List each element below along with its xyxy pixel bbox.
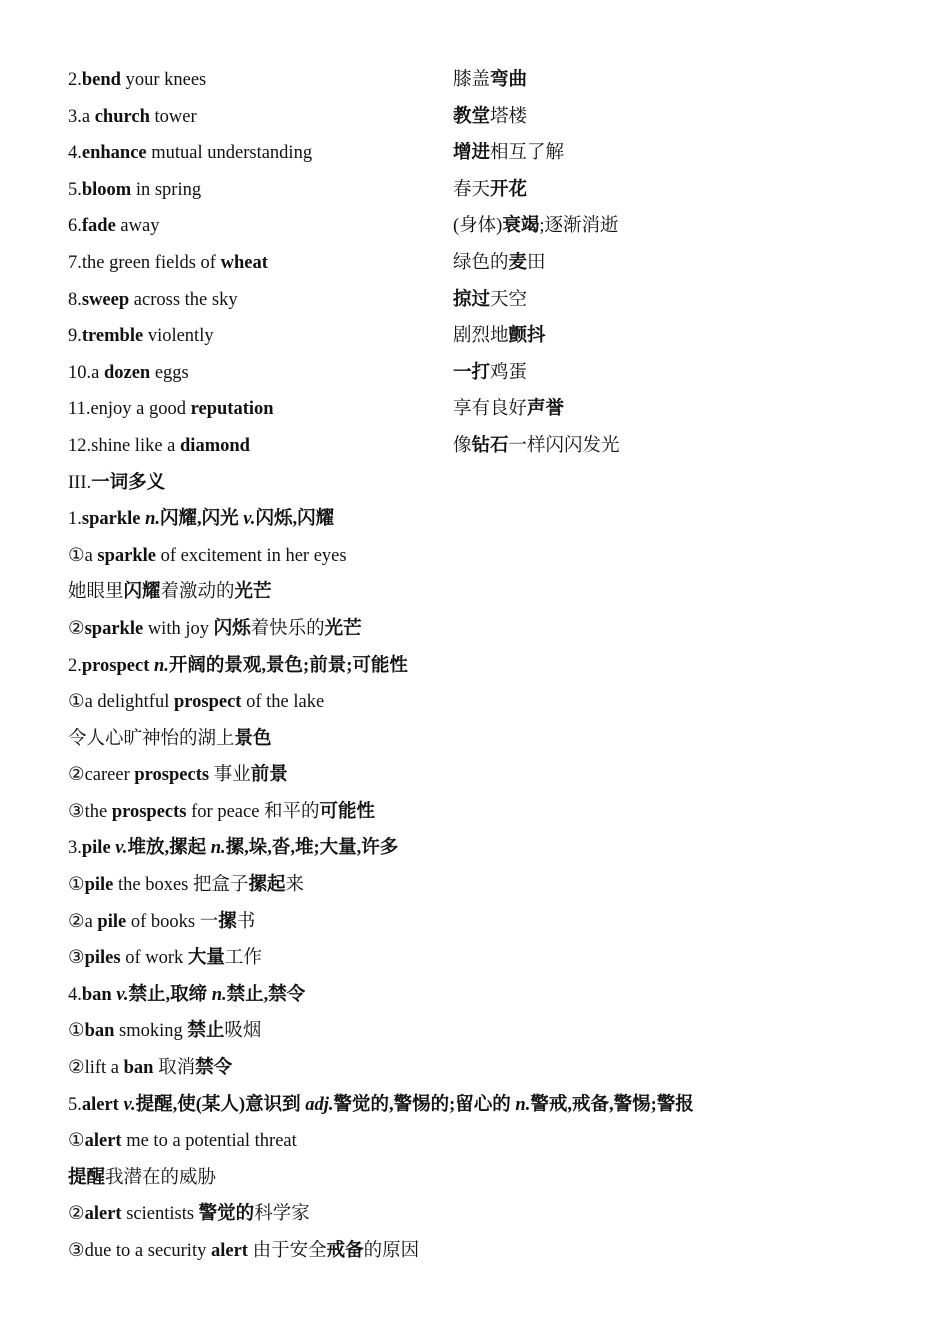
phrase-row <box>68 99 908 136</box>
phrase-chinese <box>453 172 527 209</box>
text-run: of the lake <box>241 692 325 713</box>
text-run: 的原因 <box>363 1241 420 1261</box>
text-run: 取消 <box>153 1058 196 1079</box>
phrase-english <box>68 99 197 136</box>
text-run: tower <box>149 106 197 127</box>
section-line <box>68 1087 908 1124</box>
bold-text: prospect <box>81 655 150 676</box>
phrase-list <box>68 62 908 465</box>
text-run: 11.enjoy a good <box>68 399 191 420</box>
bold-text: 前景 <box>250 765 288 786</box>
bold-text: sweep <box>81 289 130 310</box>
section-line <box>68 1123 908 1160</box>
phrase-chinese <box>453 99 527 136</box>
text-run: ①a delightful <box>68 692 174 713</box>
text-run: ① <box>68 1131 85 1152</box>
section-line <box>68 1013 908 1050</box>
text-run: 7.the green fields of <box>68 252 221 273</box>
text-run: ②career <box>68 765 135 786</box>
phrase-row <box>68 318 908 355</box>
text-run: ①a <box>68 545 98 566</box>
section-heading <box>68 465 908 502</box>
section-line <box>68 757 908 794</box>
section-line <box>68 940 908 977</box>
text-run: mutual understanding <box>146 143 313 164</box>
document-page <box>68 62 908 1270</box>
text-run: your knees <box>120 70 207 90</box>
phrase-row <box>68 135 908 172</box>
bold-text: prospects <box>134 765 210 786</box>
bold-text: 警觉的,警惕的;留心的 <box>333 1094 516 1115</box>
phrase-chinese <box>453 208 618 245</box>
phrase-chinese <box>453 62 527 99</box>
part-of-speech: adj. <box>305 1094 334 1115</box>
phrase-chinese <box>453 391 564 428</box>
text-run: 着快乐的 <box>250 618 325 639</box>
bold-text: 摞,垛,沓,堆;大量,许多 <box>225 838 399 859</box>
bold-text: 光芒 <box>324 618 362 639</box>
bold-text: 开花 <box>490 179 528 200</box>
text-run: 科学家 <box>254 1204 310 1225</box>
text-run: 10.a <box>68 362 104 383</box>
bold-text: 颤抖 <box>508 326 546 347</box>
section-line <box>68 501 908 538</box>
bold-text: 钻石 <box>471 435 509 456</box>
bold-text: 可能性 <box>319 801 376 822</box>
part-of-speech: v. <box>116 984 129 1005</box>
text-run: 天空 <box>490 289 528 310</box>
bold-text: pile <box>97 911 127 932</box>
phrase-row <box>68 355 908 392</box>
bold-text: 禁止 <box>187 1021 225 1042</box>
section-line <box>68 830 908 867</box>
text-run: 膝盖 <box>453 70 491 90</box>
text-run: 来 <box>285 875 305 896</box>
bold-text: wheat <box>220 252 268 273</box>
text-run: (身体) <box>453 216 503 237</box>
text-run: 事业 <box>209 765 251 786</box>
bold-text: alert <box>81 1094 119 1115</box>
bold-text: 警觉的 <box>198 1204 255 1225</box>
text-run: 令人心旷神怡的湖上 <box>68 728 235 749</box>
section-line <box>68 574 908 611</box>
text-run: ① <box>68 1021 85 1042</box>
phrase-row <box>68 208 908 245</box>
part-of-speech: n. <box>515 1094 531 1115</box>
text-run: me to a potential threat <box>121 1131 297 1152</box>
phrase-chinese <box>453 428 620 465</box>
section-line <box>68 1050 908 1087</box>
bold-text: prospect <box>173 692 242 713</box>
text-run: violently <box>143 326 214 347</box>
text-run: 工作 <box>224 948 262 969</box>
bold-text: 闪耀 <box>123 582 161 603</box>
section-line <box>68 648 908 685</box>
text-run: ②lift a <box>68 1058 124 1079</box>
phrase-row <box>68 391 908 428</box>
bold-text: 禁止,禁令 <box>226 984 306 1005</box>
text-run: for peace 和平的 <box>186 801 320 822</box>
section-line <box>68 867 908 904</box>
bold-text: 闪烁,闪耀 <box>255 509 335 530</box>
phrase-english <box>68 208 159 245</box>
bold-text: 摞 <box>218 911 237 932</box>
text-run: 5. <box>68 1094 82 1115</box>
bold-text: 堆放,摞起 <box>127 838 211 859</box>
phrase-english <box>68 245 268 282</box>
text-run: 鸡蛋 <box>490 362 528 383</box>
bold-text: dozen <box>103 362 151 383</box>
section-line <box>68 684 908 721</box>
text-run: in spring <box>131 179 202 200</box>
bold-text: 教堂 <box>453 106 491 127</box>
text-run: 4. <box>68 984 82 1005</box>
text-run: 3.a <box>68 106 95 127</box>
text-run: ① <box>68 875 85 896</box>
bold-text: sparkle <box>84 618 144 639</box>
text-run: ;逐渐消逝 <box>539 216 619 237</box>
text-run: 1. <box>68 509 82 530</box>
phrase-row <box>68 172 908 209</box>
text-run: scientists <box>121 1204 199 1225</box>
phrase-english <box>68 318 214 355</box>
phrase-row <box>68 282 908 319</box>
bold-text: 闪烁 <box>213 618 251 639</box>
text-run: 8. <box>68 289 82 310</box>
text-run: 像 <box>453 435 472 456</box>
bold-text: 景色 <box>234 728 272 749</box>
bold-text: piles <box>84 948 121 969</box>
text-run: 田 <box>527 252 546 273</box>
section-line <box>68 611 908 648</box>
bold-text: 麦 <box>508 252 528 273</box>
text-run: 春天 <box>453 179 491 200</box>
bold-text: 禁止,取缔 <box>128 984 212 1005</box>
text-run: 6. <box>68 216 82 237</box>
text-run: ② <box>68 1204 85 1225</box>
text-run: 4. <box>68 143 82 164</box>
phrase-english <box>68 391 274 428</box>
phrase-english <box>68 282 238 319</box>
section-line <box>68 721 908 758</box>
polysemy-section <box>68 465 908 1270</box>
text-run: smoking <box>114 1021 188 1042</box>
text-run: 12.shine like a <box>68 435 181 456</box>
part-of-speech: n. <box>145 509 161 530</box>
bold-text: enhance <box>81 143 147 164</box>
text-run: ② <box>68 618 85 639</box>
phrase-chinese <box>453 318 546 355</box>
bold-text: prospects <box>111 801 187 822</box>
part-of-speech: n. <box>210 838 226 859</box>
text-run: 吸烟 <box>224 1021 262 1042</box>
bold-text: bloom <box>81 179 132 200</box>
bold-text: ban <box>84 1021 115 1042</box>
bold-text: 警戒,戒备,警惕;警报 <box>530 1094 694 1115</box>
section-line <box>68 1196 908 1233</box>
section-line <box>68 904 908 941</box>
text-run: 由于安全 <box>247 1241 327 1261</box>
bold-text: sparkle <box>97 545 157 566</box>
text-run: across the sky <box>129 289 238 310</box>
text-run: eggs <box>150 362 189 383</box>
bold-text: 禁令 <box>195 1058 233 1079</box>
section-line <box>68 538 908 575</box>
bold-text: ban <box>123 1058 154 1079</box>
bold-text: 增进 <box>453 143 491 164</box>
section-line <box>68 1160 908 1197</box>
bold-text: 戒备 <box>326 1241 364 1261</box>
bold-text: 摞起 <box>248 875 286 896</box>
text-run: 书 <box>236 911 256 932</box>
text-run: 3. <box>68 838 82 859</box>
bold-text: fade <box>81 216 116 237</box>
phrase-english <box>68 135 312 172</box>
text-run: 一样闪闪发光 <box>508 435 620 456</box>
phrase-row <box>68 428 908 465</box>
text-run: 绿色的 <box>453 252 509 273</box>
bold-text: reputation <box>190 399 274 420</box>
bold-text: alert <box>210 1241 248 1261</box>
bold-text: 光芒 <box>234 582 272 603</box>
text-run: 着激动的 <box>160 582 235 603</box>
bold-text: pile <box>81 838 111 859</box>
phrase-row <box>68 62 908 99</box>
text-run: III. <box>68 472 92 493</box>
bold-text: 衰竭 <box>502 216 540 237</box>
bold-text: pile <box>84 875 114 896</box>
text-run: 9. <box>68 326 82 347</box>
part-of-speech: v. <box>123 1094 136 1115</box>
bold-text: 大量 <box>187 948 225 969</box>
bold-text: sparkle <box>81 509 141 530</box>
text-run: 塔楼 <box>490 106 528 127</box>
bold-text: 弯曲 <box>490 70 528 90</box>
text-run: 2. <box>68 655 82 676</box>
phrase-chinese <box>453 282 527 319</box>
text-run: of excitement in her eyes <box>156 545 347 566</box>
text-run: 5. <box>68 179 82 200</box>
bold-text: 一打 <box>453 362 491 383</box>
bold-text: 提醒 <box>68 1167 106 1188</box>
text-run: 我潜在的威胁 <box>105 1167 217 1188</box>
phrase-row <box>68 245 908 282</box>
bold-text: church <box>94 106 150 127</box>
text-run: ②a <box>68 911 98 932</box>
text-run: 享有良好 <box>453 399 528 420</box>
phrase-chinese <box>453 135 564 172</box>
text-run: 相互了解 <box>490 143 565 164</box>
phrase-english <box>68 172 201 209</box>
phrase-chinese <box>453 245 546 282</box>
bold-text: 掠过 <box>453 289 491 310</box>
text-run: of books 一 <box>126 911 219 932</box>
bold-text: tremble <box>81 326 144 347</box>
bold-text: 一词多义 <box>91 472 166 493</box>
part-of-speech: v. <box>115 838 128 859</box>
bold-text: bend <box>81 70 121 90</box>
text-run: the boxes 把盒子 <box>113 875 249 896</box>
part-of-speech: n. <box>211 984 227 1005</box>
bold-text: 闪耀,闪光 <box>160 509 244 530</box>
part-of-speech: n. <box>154 655 169 676</box>
bold-text: alert <box>84 1204 122 1225</box>
section-line <box>68 794 908 831</box>
text-run: 剧烈地 <box>453 326 509 347</box>
part-of-speech: v. <box>243 509 256 530</box>
section-line <box>68 1233 908 1270</box>
bold-text: 提醒,使(某人)意识到 <box>135 1094 306 1115</box>
text-run: ③due to a security <box>68 1241 211 1261</box>
text-run: away <box>115 216 160 237</box>
text-run: 2. <box>68 70 82 90</box>
bold-text: alert <box>84 1131 122 1152</box>
text-run: with joy <box>143 618 214 639</box>
bold-text: ban <box>81 984 112 1005</box>
text-run: 她眼里 <box>68 582 124 603</box>
bold-text: diamond <box>180 435 250 456</box>
phrase-english <box>68 428 250 465</box>
bold-text: 声誉 <box>527 399 565 420</box>
phrase-english <box>68 355 189 392</box>
text-run: ③the <box>68 801 112 822</box>
text-run: of work <box>120 948 188 969</box>
phrase-english <box>68 62 206 99</box>
text-run: ③ <box>68 948 85 969</box>
phrase-chinese <box>453 355 527 392</box>
bold-text: 开阔的景观,景色;前景;可能性 <box>168 655 408 676</box>
section-line <box>68 977 908 1014</box>
